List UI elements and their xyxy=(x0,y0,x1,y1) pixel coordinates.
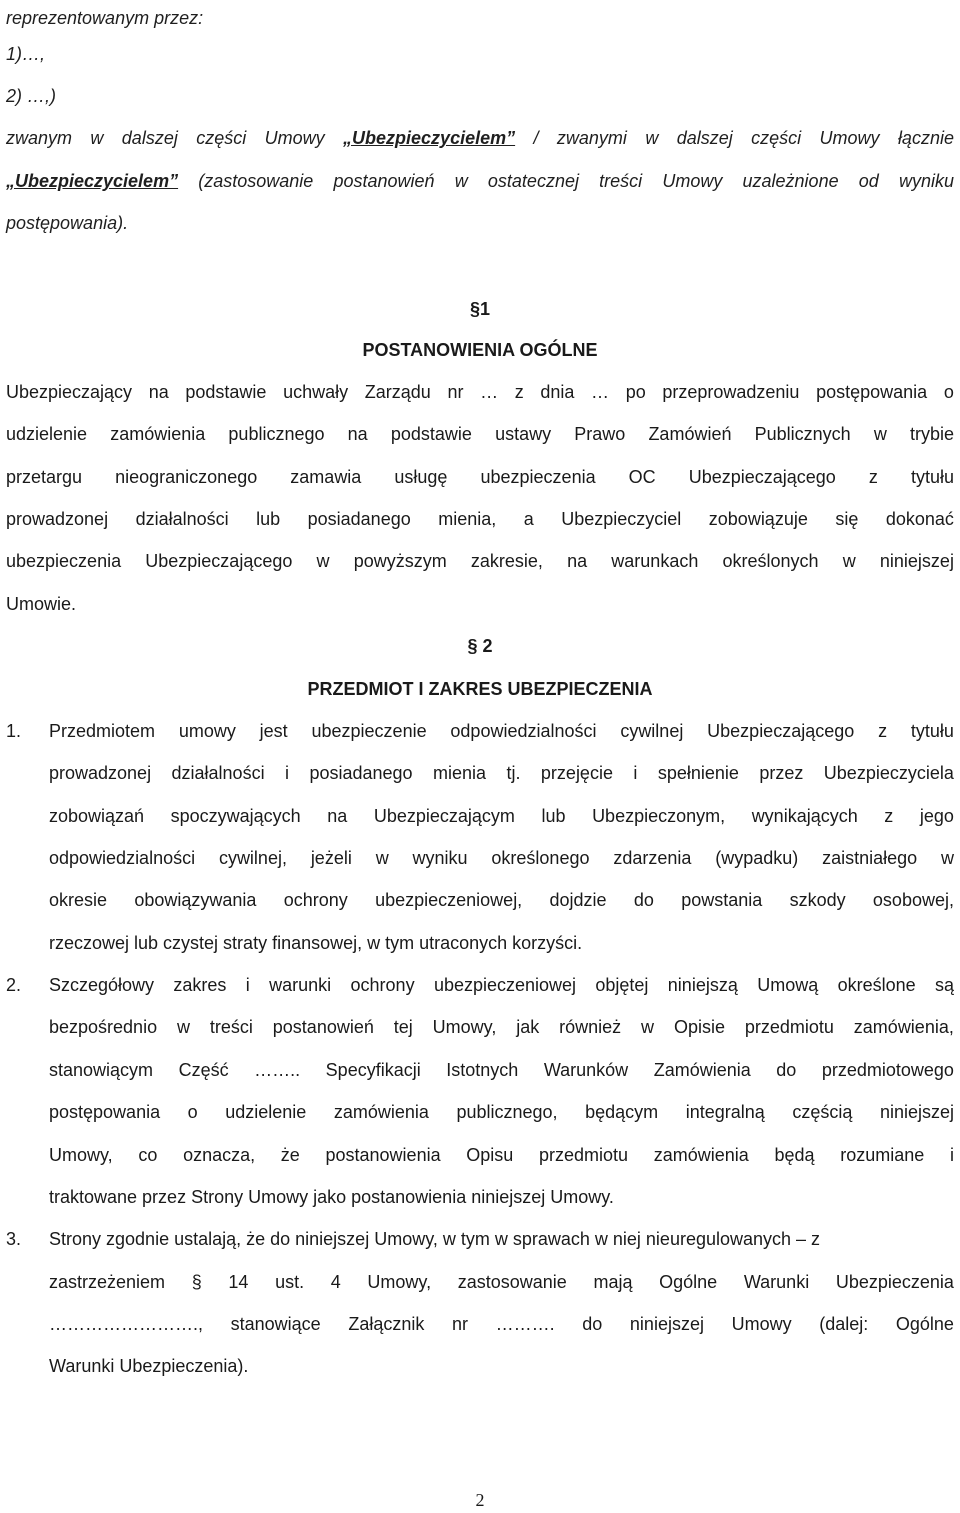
word: Ubezpieczającego xyxy=(707,721,855,741)
word: jego xyxy=(919,806,954,826)
word: cywilnej xyxy=(620,721,684,741)
word: o xyxy=(943,382,954,402)
word: „Ubezpieczycielem” xyxy=(343,128,516,148)
word: zakres xyxy=(173,975,227,995)
item-1-last-line: rzeczowej lub czystej straty finansowej, w tym utraconych korzyści. xyxy=(49,933,583,953)
word: Warunków xyxy=(543,1060,629,1080)
word: udzielenie xyxy=(6,424,88,444)
word: części xyxy=(196,128,247,148)
word: wynikających xyxy=(751,806,858,826)
word: przedmiotu xyxy=(539,1145,629,1165)
word: spełnienie xyxy=(657,763,739,783)
word: przejęcie xyxy=(540,763,613,783)
word: będącym xyxy=(585,1102,659,1122)
intro-line-4 xyxy=(6,126,954,150)
word: podstawie xyxy=(390,424,472,444)
word: treści xyxy=(599,171,643,191)
word: objętej xyxy=(595,975,649,995)
item-2-number: 2. xyxy=(6,975,22,995)
word: o xyxy=(187,1102,198,1122)
word: (zastosowanie xyxy=(198,171,314,191)
word: OC xyxy=(628,467,656,487)
word: Szczegółowy xyxy=(49,975,155,995)
word: tj. xyxy=(506,763,521,783)
word: tej xyxy=(393,1017,413,1037)
word: integralną xyxy=(685,1102,765,1122)
word: odpowiedzialności xyxy=(450,721,597,741)
word: Prawo xyxy=(574,424,626,444)
word: rozumiane xyxy=(840,1145,925,1165)
word: zobowiązuje xyxy=(708,509,808,529)
word: przetargu xyxy=(6,467,83,487)
item-1-line xyxy=(49,761,954,785)
word: § xyxy=(191,1272,202,1292)
word: uchwały xyxy=(283,382,349,402)
word: na xyxy=(327,806,348,826)
word: z xyxy=(878,721,888,741)
word: powstania xyxy=(681,890,763,910)
item-2-line xyxy=(49,1143,954,1167)
word: Ubezpieczającego xyxy=(688,467,836,487)
word: Ubezpieczyciela xyxy=(823,763,954,783)
word: zobowiązań xyxy=(49,806,145,826)
word: okresie xyxy=(49,890,108,910)
word: … xyxy=(591,382,610,402)
word: w xyxy=(176,1017,190,1037)
word: Ogólne xyxy=(659,1272,718,1292)
word: części xyxy=(751,128,802,148)
word: warunkach xyxy=(611,551,699,571)
word: do xyxy=(633,890,654,910)
word: Umowy xyxy=(264,128,325,148)
word: dnia xyxy=(540,382,575,402)
word: posiadanego xyxy=(307,509,411,529)
word: w xyxy=(316,551,330,571)
word: działalności xyxy=(135,509,229,529)
word: uzależnione xyxy=(742,171,839,191)
word: dalszej xyxy=(676,128,733,148)
word: zwanym xyxy=(6,128,73,148)
word: z xyxy=(884,806,894,826)
word: i xyxy=(285,763,290,783)
word: mienia, xyxy=(438,509,497,529)
word: Ogólne xyxy=(895,1314,954,1334)
word: częścią xyxy=(792,1102,853,1122)
item-1-line xyxy=(49,846,954,870)
word: wyniku xyxy=(898,171,954,191)
word: zamówienia, xyxy=(853,1017,954,1037)
word: oznacza, xyxy=(183,1145,256,1165)
item-3-last-line: Warunki Ubezpieczenia). xyxy=(49,1356,249,1376)
word: Zamówień xyxy=(648,424,732,444)
word: w xyxy=(90,128,104,148)
word: Umowy, xyxy=(367,1272,432,1292)
word: będą xyxy=(774,1145,815,1165)
section-1-line xyxy=(6,507,954,531)
word: od xyxy=(858,171,879,191)
word: Ubezpieczający xyxy=(6,382,133,402)
section-1-number: §1 xyxy=(469,299,491,319)
word: przez xyxy=(759,763,804,783)
word: określonego xyxy=(491,848,590,868)
word: ubezpieczenia xyxy=(480,467,596,487)
word: łącznie xyxy=(897,128,954,148)
word: zamówienia xyxy=(333,1102,429,1122)
section-2-title: PRZEDMIOT I ZAKRES UBEZPIECZENIA xyxy=(307,679,653,699)
word: (dalej: xyxy=(819,1314,869,1334)
word: w xyxy=(941,848,954,868)
word: co xyxy=(138,1145,158,1165)
word: ………. xyxy=(495,1314,555,1334)
word: ustawy xyxy=(495,424,552,444)
item-2-line xyxy=(49,1015,954,1039)
word: Ubezpieczyciel xyxy=(561,509,682,529)
intro-line-5 xyxy=(6,169,954,193)
word: jest xyxy=(259,721,288,741)
word: do xyxy=(582,1314,603,1334)
word: tytułu xyxy=(910,721,954,741)
intro-line-3: 2) …,) xyxy=(6,86,57,106)
word: Zamówienia xyxy=(653,1060,751,1080)
word: usługę xyxy=(394,467,448,487)
word: Warunki xyxy=(743,1272,810,1292)
word: bezpośrednio xyxy=(49,1017,158,1037)
word: zamówienia xyxy=(110,424,206,444)
item-1-line xyxy=(49,719,954,743)
word: Opisie xyxy=(673,1017,725,1037)
item-3-line xyxy=(49,1270,954,1294)
word: ostatecznej xyxy=(487,171,579,191)
word: Ubezpieczającego xyxy=(145,551,293,571)
section-1-line xyxy=(6,422,954,446)
word: zakresie, xyxy=(470,551,543,571)
word: prowadzonej xyxy=(6,509,109,529)
word: Umowy xyxy=(731,1314,792,1334)
word: postanowienia xyxy=(325,1145,441,1165)
word: ochrony xyxy=(350,975,415,995)
word: dokonać xyxy=(885,509,954,529)
section-2-number: § 2 xyxy=(467,636,493,656)
word: działalności xyxy=(171,763,265,783)
word: (wypadku) xyxy=(715,848,799,868)
word: ……………………., xyxy=(49,1314,204,1334)
word: nr xyxy=(447,382,464,402)
word: ubezpieczeniowej, xyxy=(375,890,523,910)
word: lub xyxy=(541,806,566,826)
word: Opisu xyxy=(466,1145,514,1165)
item-2-line xyxy=(49,1100,954,1124)
item-3-line xyxy=(49,1312,954,1336)
word: na xyxy=(347,424,368,444)
section-1-last-line: Umowie. xyxy=(6,594,77,614)
word: zastosowanie xyxy=(457,1272,567,1292)
word: niniejszej xyxy=(879,551,954,571)
word: i xyxy=(949,1145,954,1165)
word: i xyxy=(245,975,250,995)
word: ust. xyxy=(275,1272,305,1292)
word: prowadzonej xyxy=(49,763,152,783)
word: są xyxy=(934,975,954,995)
word: nr xyxy=(451,1314,468,1334)
word: niniejszej xyxy=(629,1314,704,1334)
item-1-line xyxy=(49,804,954,828)
word: mają xyxy=(593,1272,633,1292)
word: Umowy xyxy=(662,171,723,191)
word: Ubezpieczającym xyxy=(373,806,515,826)
word: zdarzenia xyxy=(613,848,692,868)
word: … xyxy=(480,382,499,402)
page-number: 2 xyxy=(475,1490,485,1510)
word: publicznego, xyxy=(456,1102,558,1122)
word: przedmiotowego xyxy=(821,1060,954,1080)
word: spoczywających xyxy=(170,806,301,826)
word: odpowiedzialności xyxy=(49,848,196,868)
section-1-line xyxy=(6,465,954,489)
word: lub xyxy=(256,509,281,529)
word: podstawie xyxy=(185,382,267,402)
word: zamawia xyxy=(290,467,362,487)
word: w xyxy=(842,551,856,571)
word: szkody xyxy=(789,890,846,910)
word: stanowiącym xyxy=(49,1060,154,1080)
word: ochrony xyxy=(283,890,348,910)
item-1-line xyxy=(49,888,954,912)
word: w xyxy=(645,128,659,148)
word: z xyxy=(868,467,878,487)
word: 4 xyxy=(330,1272,341,1292)
word: z xyxy=(514,382,524,402)
word: Zarządu xyxy=(364,382,431,402)
word: Publicznych xyxy=(754,424,851,444)
word: postanowień xyxy=(333,171,435,191)
word: publicznego xyxy=(228,424,325,444)
word: w xyxy=(375,848,389,868)
word: Część xyxy=(178,1060,229,1080)
word: Specyfikacji xyxy=(325,1060,421,1080)
word: Załącznik xyxy=(348,1314,425,1334)
word: zamówienia xyxy=(653,1145,749,1165)
word: po xyxy=(625,382,646,402)
word: Umowy, xyxy=(432,1017,497,1037)
word: nieograniczonego xyxy=(115,467,258,487)
word: posiadanego xyxy=(309,763,413,783)
word: ubezpieczenia xyxy=(6,551,122,571)
word: na xyxy=(148,382,169,402)
word: Istotnych xyxy=(446,1060,519,1080)
word: się xyxy=(835,509,859,529)
word: mienia xyxy=(433,763,487,783)
word: trybie xyxy=(909,424,954,444)
word: postępowania xyxy=(49,1102,161,1122)
word: również xyxy=(559,1017,622,1037)
word: jak xyxy=(516,1017,540,1037)
word: zastrzeżeniem xyxy=(49,1272,166,1292)
word: powyższym xyxy=(353,551,447,571)
item-2-line xyxy=(49,1058,954,1082)
word: „Ubezpieczycielem” xyxy=(6,171,179,191)
word: w xyxy=(873,424,887,444)
word: cywilnej, xyxy=(218,848,287,868)
section-1-line xyxy=(6,549,954,573)
word: dalszej xyxy=(121,128,178,148)
section-1-title: POSTANOWIENIA OGÓLNE xyxy=(362,340,598,360)
word: Ubezpieczonym, xyxy=(592,806,726,826)
word: obowiązywania xyxy=(134,890,257,910)
word: postępowania xyxy=(816,382,928,402)
word: 14 xyxy=(228,1272,249,1292)
word: treści xyxy=(209,1017,253,1037)
item-3-first-line: Strony zgodnie ustalają, że do niniejszej Umowy, w tym w sprawach w niej nieuregulowanych – z xyxy=(49,1229,821,1249)
word: na xyxy=(567,551,588,571)
word: a xyxy=(523,509,534,529)
word: postanowień xyxy=(272,1017,374,1037)
item-2-line xyxy=(49,973,954,997)
word: umowy xyxy=(178,721,236,741)
word: jeżeli xyxy=(310,848,352,868)
word: Umową xyxy=(757,975,819,995)
word: niniejszej xyxy=(879,1102,954,1122)
word: warunki xyxy=(269,975,332,995)
word: Przedmiotem xyxy=(49,721,156,741)
intro-line-2: 1)…, xyxy=(6,44,46,64)
word: ubezpieczeniowej xyxy=(433,975,577,995)
word: osobowej, xyxy=(872,890,954,910)
word: udzielenie xyxy=(225,1102,307,1122)
word: i xyxy=(633,763,638,783)
item-2-last-line: traktowane przez Strony Umowy jako postanowienia niniejszej Umowy. xyxy=(49,1187,614,1207)
word: dojdzie xyxy=(549,890,607,910)
word: niniejszą xyxy=(667,975,738,995)
item-3-number: 3. xyxy=(6,1229,22,1249)
word: określonych xyxy=(722,551,819,571)
item-1-number: 1. xyxy=(6,721,22,741)
word: ubezpieczenie xyxy=(311,721,427,741)
word: / xyxy=(533,128,539,148)
word: zwanymi xyxy=(556,128,627,148)
word: przeprowadzeniu xyxy=(662,382,800,402)
intro-line-1: reprezentowanym przez: xyxy=(6,8,204,28)
word: tytułu xyxy=(910,467,954,487)
word: Umowy xyxy=(819,128,880,148)
word: wyniku xyxy=(412,848,468,868)
word: przedmiotu xyxy=(744,1017,834,1037)
word: w xyxy=(641,1017,655,1037)
word: stanowiące xyxy=(230,1314,321,1334)
word: określone xyxy=(837,975,916,995)
word: w xyxy=(454,171,468,191)
word: do xyxy=(776,1060,797,1080)
word: …….. xyxy=(254,1060,301,1080)
word: Umowy, xyxy=(49,1145,113,1165)
word: że xyxy=(280,1145,300,1165)
word: zaistniałego xyxy=(822,848,918,868)
intro-line-6: postępowania). xyxy=(6,213,129,233)
section-1-line xyxy=(6,380,954,404)
word: Ubezpieczenia xyxy=(835,1272,954,1292)
